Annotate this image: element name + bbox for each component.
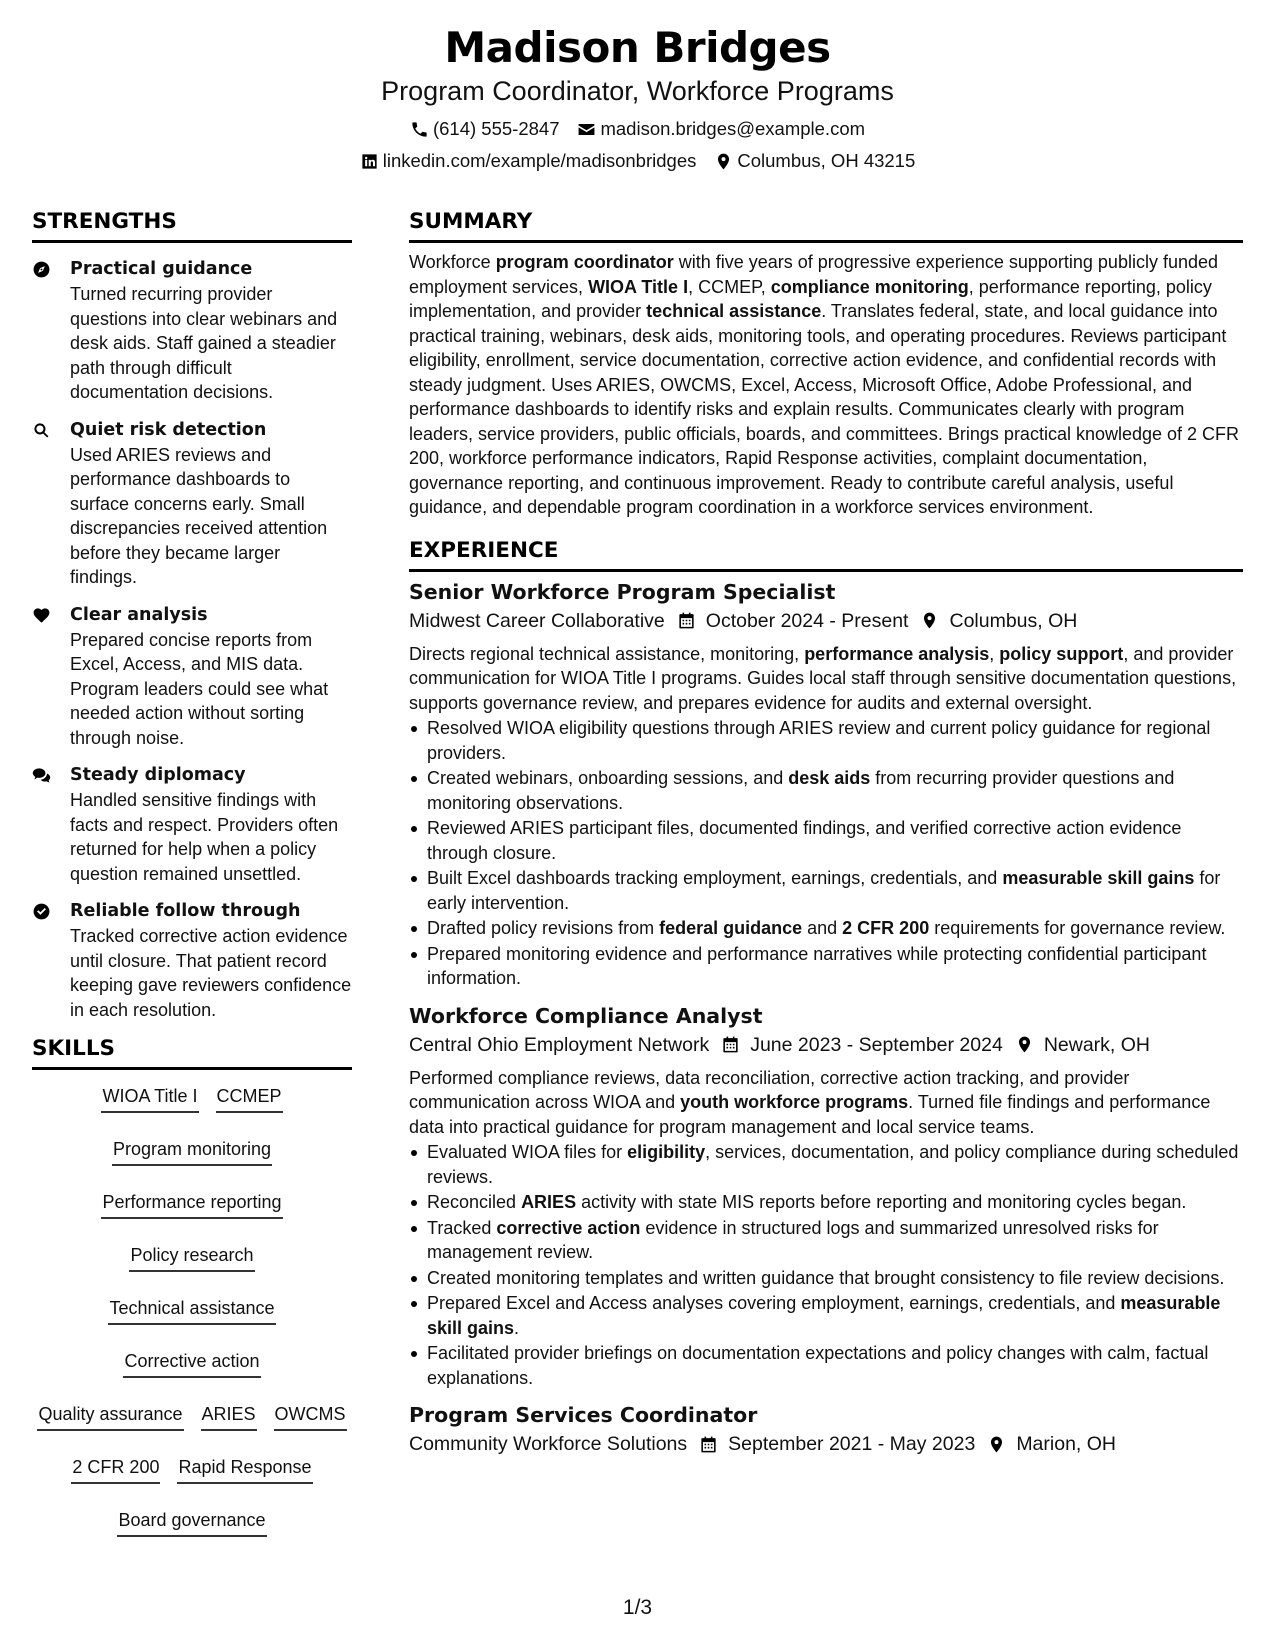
skill-tag: Quality assurance [37, 1400, 183, 1431]
job-bullet [409, 766, 1243, 815]
job-meta [409, 1031, 1243, 1059]
text-run: . Translates federal, state, and local guidance into practical training, webinars, desk aids, monitoring tools, and operating procedures. Reviews participant eligibility, enrollment, service documentation, corrective action evidence, and confidential records with steady judgment. Uses ARIES, OWCMS, Excel, Access, Microsoft Office, Adobe Professional, and performance dashboards to identify risks and explain results. Communicates clearly with program leaders, service providers, public officials, boards, and committees. Brings practical knowledge of 2 CFR 200, workforce performance indicators, Rapid Response activities, complaint documentation, governance reporting, and continuous improvement. Ready to contribute careful analysis, useful guidance, and dependable program coordination in a workforce services environment. [409, 301, 1240, 517]
text-run: Created monitoring templates and written guidance that brought consistency to file review decisions. [427, 1267, 1225, 1288]
candidate-name: Madison Bridges [444, 23, 831, 72]
job-entry [409, 578, 1243, 991]
skill-tag: 2 CFR 200 [71, 1453, 160, 1484]
text-run: , CCMEP, [688, 276, 771, 297]
linkedin-contact[interactable] [360, 148, 697, 174]
bold-text: desk aids [788, 768, 871, 788]
check-circle-icon [32, 902, 51, 921]
bold-text: program coordinator [495, 252, 674, 272]
strength-item [32, 418, 352, 590]
text-run: Built Excel dashboards tracking employment, earnings, credentials, and [427, 868, 1003, 888]
text-run: Resolved WIOA eligibility questions through ARIES review and current policy guidance for regional providers. [427, 718, 1211, 763]
bold-text: measurable skill gains [427, 1293, 1221, 1338]
job-title: Senior Workforce Program Specialist [409, 579, 836, 604]
text-run: requirements for governance review. [929, 918, 1226, 938]
bold-text: compliance monitoring [770, 276, 969, 297]
strength-title: Clear analysis [70, 604, 208, 625]
linkedin-text[interactable]: linkedin.com/example/madisonbridges [382, 150, 697, 171]
text-run: , services, documentation, and policy compliance during scheduled reviews. [427, 1142, 1239, 1187]
strength-item [32, 763, 352, 886]
text-run: . [514, 1317, 520, 1338]
job-bullet [409, 716, 1243, 765]
job-bullet [409, 942, 1243, 991]
job-location: Columbus, OH [949, 609, 1078, 632]
text-run: Facilitated provider briefings on documentation expectations and policy changes with calm, factual explanations. [427, 1343, 1209, 1388]
text-run: Reviewed ARIES participant files, documented findings, and verified corrective action evidence through closure. [427, 818, 1182, 863]
text-run: from recurring provider questions and monitoring observations. [427, 768, 1175, 813]
text-run: Created webinars, onboarding sessions, and [427, 768, 789, 788]
compass-icon [32, 260, 51, 279]
bold-text: ARIES [521, 1192, 577, 1212]
candidate-title: Program Coordinator, Workforce Programs [381, 76, 894, 106]
text-run: Performed compliance reviews, data reconciliation, corrective action tracking, and provider communication across WIOA and [409, 1067, 1130, 1112]
strength-title: Quiet risk detection [70, 419, 267, 440]
job-organization: Community Workforce Solutions [409, 1433, 688, 1455]
text-run: , performance reporting, policy implementation, and provider [409, 276, 1212, 321]
comments-icon [32, 766, 51, 785]
job-location: Newark, OH [1043, 1033, 1150, 1056]
skill-tag: WIOA Title I [101, 1082, 198, 1113]
map-marker-icon [987, 1435, 1006, 1454]
text-run: , and provider communication for WIOA Title I programs. Guides local staff through sensitive documentation questions, supports governance review, and prepares evidence for audits and external oversight. [409, 643, 1237, 713]
right-column [409, 208, 1243, 1458]
text-run: , [989, 643, 1000, 664]
strength-item [32, 603, 352, 751]
job-organization: Central Ohio Employment Network [409, 1033, 710, 1056]
job-bullets [409, 716, 1243, 991]
job-dates: June 2023 - September 2024 [750, 1033, 1003, 1056]
text-run: Tracked [427, 1217, 497, 1238]
strengths-list [32, 257, 352, 1022]
envelope-icon [577, 120, 596, 139]
text-run: Directs regional technical assistance, monitoring, [409, 643, 805, 664]
strength-desc: Used ARIES reviews and performance dashboards to surface concerns early. Small discrepancies received attention before they became larger findings. [70, 444, 328, 587]
job-title: Program Services Coordinator [409, 1403, 758, 1427]
job-organization: Midwest Career Collaborative [409, 609, 665, 632]
job-meta [409, 1430, 1243, 1458]
skill-tag: Policy research [129, 1241, 254, 1272]
job-title: Workforce Compliance Analyst [409, 1003, 763, 1028]
skill-tag: Board governance [117, 1506, 266, 1537]
skill-tag: OWCMS [274, 1400, 347, 1431]
skill-tag: ARIES [201, 1400, 257, 1431]
map-marker-icon [714, 152, 733, 171]
text-run: Reconciled [427, 1192, 522, 1212]
location-contact [714, 148, 915, 174]
text-run: evidence in structured logs and summarized unresolved risks for management review. [427, 1217, 1159, 1262]
email-text[interactable]: madison.bridges@example.com [600, 118, 866, 139]
contact-row-1 [0, 116, 1275, 142]
phone-text: (614) 555-2847 [432, 118, 560, 139]
bold-text: 2 CFR 200 [842, 918, 930, 938]
heart-icon [32, 606, 51, 625]
skill-tag: Corrective action [123, 1347, 260, 1378]
strength-desc: Prepared concise reports from Excel, Access, and MIS data. Program leaders could see what needed action without sorting through noise. [70, 629, 329, 748]
text-run: and [802, 918, 843, 938]
skill-tag: Rapid Response [177, 1453, 312, 1484]
bold-text: federal guidance [659, 918, 803, 938]
job-description [409, 642, 1243, 716]
job-dates: September 2021 - May 2023 [728, 1433, 976, 1455]
linkedin-icon [360, 152, 379, 171]
search-icon [32, 421, 51, 440]
job-dates: October 2024 - Present [705, 609, 909, 632]
text-run: Prepared monitoring evidence and performance narratives while protecting confidential participant information. [427, 943, 1207, 988]
bold-text: policy support [999, 643, 1124, 664]
summary-text [409, 250, 1243, 520]
bold-text: corrective action [496, 1217, 641, 1238]
contact-row-2 [0, 148, 1275, 174]
summary-heading: SUMMARY [409, 208, 1243, 243]
resume-header [0, 22, 1275, 174]
strength-desc: Turned recurring provider questions into clear webinars and desk aids. Staff gained a steadier path through difficult documentation decisions. [70, 284, 338, 402]
skill-tag: Technical assistance [108, 1294, 275, 1325]
text-run: Workforce [409, 252, 496, 272]
job-meta [409, 607, 1243, 635]
strength-title: Reliable follow through [70, 901, 301, 921]
job-bullets [409, 1140, 1243, 1390]
text-run: Drafted policy revisions from [427, 918, 660, 938]
left-column [32, 208, 352, 1537]
phone-contact [410, 116, 560, 142]
strength-item [32, 257, 352, 405]
skills-section [32, 1035, 352, 1537]
strength-title: Steady diplomacy [70, 765, 246, 785]
job-bullet [409, 1216, 1243, 1265]
text-run: Prepared Excel and Access analyses covering employment, earnings, credentials, and [427, 1293, 1121, 1313]
map-marker-icon [1015, 1035, 1034, 1054]
strength-desc: Tracked corrective action evidence until closure. That patient record keeping gave reviewers confidence in each resolution. [70, 926, 352, 1020]
job-location: Marion, OH [1016, 1433, 1117, 1455]
job-description [409, 1066, 1243, 1140]
calendar-icon [677, 611, 696, 630]
skill-tag: Program monitoring [112, 1135, 272, 1166]
text-run: . Turned file findings and performance data into practical guidance for program management and local service teams. [409, 1092, 1211, 1137]
text-run: with five years of progressive experience supporting publicly funded employment services, [409, 252, 1219, 297]
bold-text: technical assistance [646, 301, 822, 321]
job-bullet [409, 916, 1243, 941]
text-run: for early intervention. [427, 868, 1221, 913]
skill-tag: CCMEP [216, 1082, 283, 1113]
calendar-icon [721, 1035, 740, 1054]
job-list [409, 578, 1243, 1459]
bold-text: eligibility [627, 1142, 706, 1162]
bold-text: performance analysis [804, 643, 990, 664]
calendar-icon [699, 1435, 718, 1454]
strength-desc: Handled sensitive findings with facts and respect. Providers often returned for help when a policy question remained unsettled. [70, 790, 339, 884]
phone-icon [410, 120, 429, 139]
skills-heading: SKILLS [32, 1035, 352, 1070]
skills-list [32, 1082, 352, 1537]
strength-title: Practical guidance [70, 259, 253, 279]
skill-tag: Performance reporting [101, 1188, 282, 1219]
job-bullet [409, 1341, 1243, 1390]
job-bullet [409, 866, 1243, 915]
strengths-heading: STRENGTHS [32, 208, 352, 243]
location-text: Columbus, OH 43215 [737, 150, 916, 171]
text-run: activity with state MIS reports before reporting and monitoring cycles began. [576, 1192, 1187, 1212]
job-bullet [409, 1190, 1243, 1215]
job-bullet [409, 1266, 1243, 1291]
job-entry [409, 1002, 1243, 1391]
experience-section [409, 537, 1243, 1459]
job-bullet [409, 1291, 1243, 1340]
job-entry [409, 1401, 1243, 1458]
job-bullet [409, 816, 1243, 865]
email-contact[interactable] [577, 116, 865, 142]
strength-item [32, 899, 352, 1022]
experience-heading: EXPERIENCE [409, 537, 1243, 572]
bold-text: WIOA Title I [588, 276, 689, 297]
page-number: 1/3 [622, 1596, 653, 1619]
text-run: Evaluated WIOA files for [427, 1142, 628, 1162]
map-marker-icon [920, 611, 939, 630]
bold-text: measurable skill gains [1002, 868, 1195, 888]
job-bullet [409, 1140, 1243, 1189]
bold-text: youth workforce programs [680, 1092, 909, 1112]
